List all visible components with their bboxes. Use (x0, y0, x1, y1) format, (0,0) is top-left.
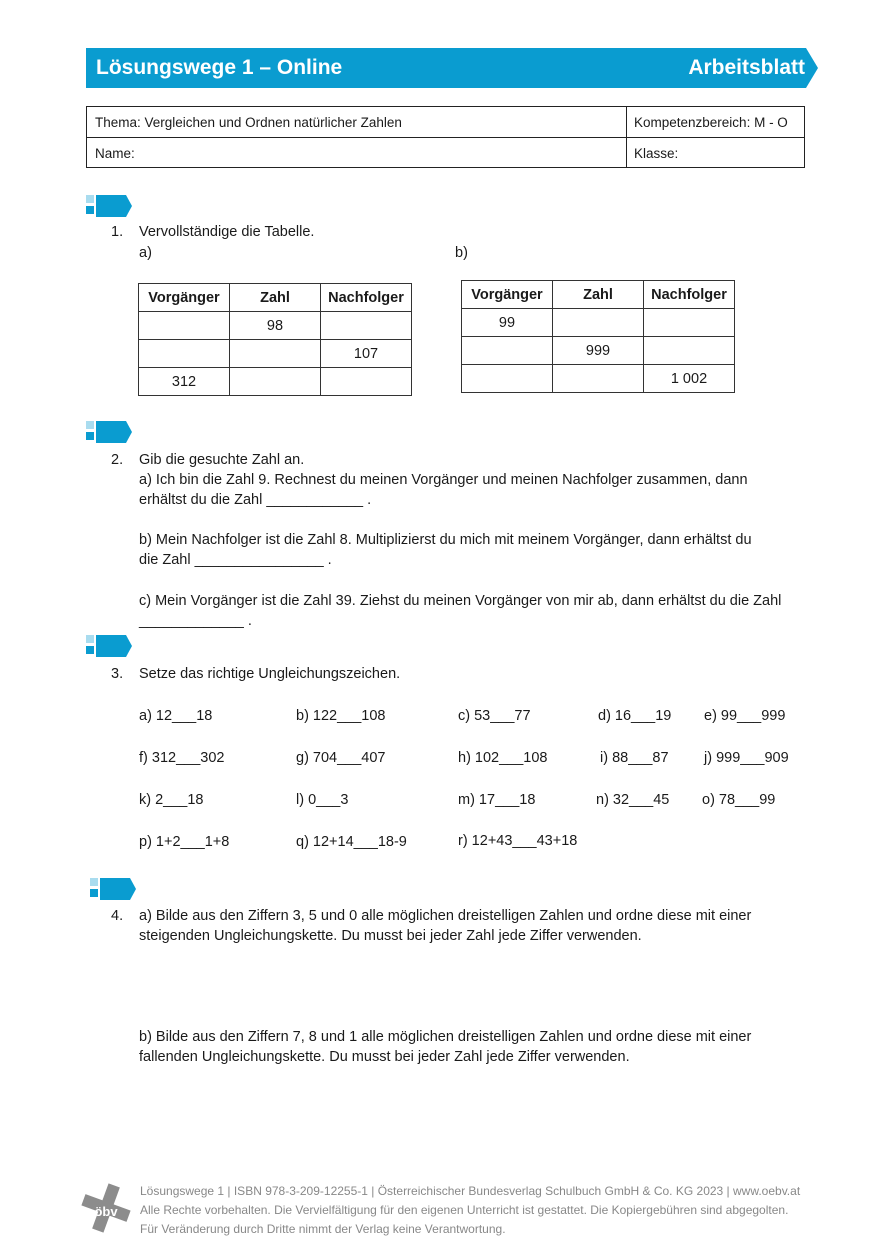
inequality-item: f) 312___302 (139, 750, 225, 766)
logo-text: öbv (94, 1204, 118, 1219)
inequality-item: m) 17___18 (458, 792, 536, 808)
task4-a-line2: steigenden Ungleichungskette. Du musst bei jeder Zahl jede Ziffer verwenden. (139, 928, 642, 944)
task4-number: 4. (111, 908, 124, 924)
table-cell[interactable] (644, 337, 735, 365)
header-predecessor: Vorgänger (462, 281, 553, 309)
inequality-item: q) 12+14___18-9 (296, 834, 407, 850)
task2-c-line1: c) Mein Vorgänger ist die Zahl 39. Ziehst du meinen Vorgänger von mir ab, dann erhältst du die Zahl (139, 593, 782, 609)
inequality-item: b) 122___108 (296, 708, 386, 724)
table-header-row (462, 281, 735, 309)
header-title: Lösungswege 1 – Online (96, 56, 343, 79)
task3-number: 3. (111, 666, 124, 682)
table-row (462, 365, 735, 393)
inequality-item: o) 78___99 (702, 792, 776, 808)
task1-table-a (138, 283, 412, 396)
header-doc-type: Arbeitsblatt (688, 56, 805, 79)
task4-a-line1: a) Bilde aus den Ziffern 3, 5 und 0 alle möglichen dreistelligen Zahlen und ordne diese mit einer (139, 908, 752, 924)
header-banner-tip (806, 48, 818, 88)
task2-instruction: Gib die gesuchte Zahl an. (139, 452, 305, 468)
inequality-item: k) 2___18 (139, 792, 204, 808)
task2-b-line1: b) Mein Nachfolger ist die Zahl 8. Multiplizierst du mich mit meinem Vorgänger, dann erhältst du (139, 532, 752, 548)
table-cell[interactable]: 999 (553, 337, 644, 365)
table-cell[interactable]: 312 (139, 368, 230, 396)
table-cell[interactable] (553, 309, 644, 337)
table-cell[interactable] (321, 368, 412, 396)
table-row (462, 337, 735, 365)
inequality-item: i) 88___87 (600, 750, 669, 766)
table-cell[interactable] (139, 340, 230, 368)
class-label: Klasse: (634, 146, 679, 161)
inequality-item: r) 12+43___43+18 (458, 833, 578, 849)
footer-line2: Alle Rechte vorbehalten. Die Vervielfältigung für den eigenen Unterricht ist gestattet. Die Kopiergebühren sind abgegolten. (140, 1203, 789, 1217)
table-row (139, 368, 412, 396)
inequality-item: h) 102___108 (458, 750, 548, 766)
inequality-item: j) 999___909 (704, 750, 789, 766)
task3-instruction: Setze das richtige Ungleichungszeichen. (139, 666, 401, 682)
inequality-item: n) 32___45 (596, 792, 670, 808)
table-cell[interactable] (462, 337, 553, 365)
table-cell[interactable] (462, 365, 553, 393)
task2-a-line1: a) Ich bin die Zahl 9. Rechnest du meinen Vorgänger und meinen Nachfolger zusammen, dann (139, 472, 748, 488)
competence-label: Kompetenzbereich: M - O (634, 115, 788, 130)
inequality-item: a) 12___18 (139, 708, 213, 724)
header-successor: Nachfolger (321, 284, 412, 312)
table-cell[interactable] (321, 312, 412, 340)
task-marker-icon (86, 635, 132, 657)
task2-number: 2. (111, 452, 124, 468)
header-predecessor: Vorgänger (139, 284, 230, 312)
task-marker-icon (86, 195, 132, 217)
inequality-item: l) 0___3 (296, 792, 349, 808)
inequality-item: c) 53___77 (458, 708, 531, 724)
header-number: Zahl (553, 281, 644, 309)
table-cell[interactable] (553, 365, 644, 393)
info-row-name (87, 138, 804, 168)
task1-table-b (461, 280, 735, 393)
info-table (86, 106, 805, 168)
footer-line3: Für Veränderung durch Dritte nimmt der Verlag keine Verantwortung. (140, 1222, 506, 1236)
table-cell[interactable]: 1 002 (644, 365, 735, 393)
task1-a-label: a) (139, 245, 152, 261)
task2-c-line2: _____________ . (139, 613, 252, 629)
table-cell[interactable] (230, 368, 321, 396)
task4-b-line1: b) Bilde aus den Ziffern 7, 8 und 1 alle möglichen dreistelligen Zahlen und ordne diese mit einer (139, 1029, 752, 1045)
task2-b-line2: die Zahl ________________ . (139, 552, 332, 568)
info-divider (626, 107, 627, 167)
task4-b-line2: fallenden Ungleichungskette. Du musst bei jeder Zahl jede Ziffer verwenden. (139, 1049, 630, 1065)
inequality-item: g) 704___407 (296, 750, 386, 766)
table-cell[interactable]: 98 (230, 312, 321, 340)
name-label: Name: (95, 146, 135, 161)
task1-number: 1. (111, 224, 124, 240)
table-cell[interactable] (139, 312, 230, 340)
inequality-item: p) 1+2___1+8 (139, 834, 230, 850)
task1-b-label: b) (455, 245, 468, 261)
header-number: Zahl (230, 284, 321, 312)
inequality-item: d) 16___19 (598, 708, 672, 724)
task1-instruction: Vervollständige die Tabelle. (139, 224, 315, 240)
task-marker-icon (86, 421, 132, 443)
table-cell[interactable]: 99 (462, 309, 553, 337)
header-successor: Nachfolger (644, 281, 735, 309)
inequality-item: e) 99___999 (704, 708, 786, 724)
footer-line1: Lösungswege 1 | ISBN 978-3-209-12255-1 | Österreichischer Bundesverlag Schulbuch GmbH & Co. KG 2023 | www.oebv.at (140, 1184, 801, 1198)
table-cell[interactable] (230, 340, 321, 368)
topic-label: Thema: Vergleichen und Ordnen natürlicher Zahlen (95, 115, 402, 130)
table-row (139, 340, 412, 368)
table-cell[interactable]: 107 (321, 340, 412, 368)
table-header-row (139, 284, 412, 312)
table-row (462, 309, 735, 337)
table-row (139, 312, 412, 340)
table-cell[interactable] (644, 309, 735, 337)
task-marker-icon (90, 878, 136, 900)
task2-a-line2: erhältst du die Zahl ____________ . (139, 492, 372, 508)
info-row-topic (87, 107, 804, 138)
footer (140, 1182, 800, 1239)
publisher-logo-icon (80, 1182, 132, 1234)
